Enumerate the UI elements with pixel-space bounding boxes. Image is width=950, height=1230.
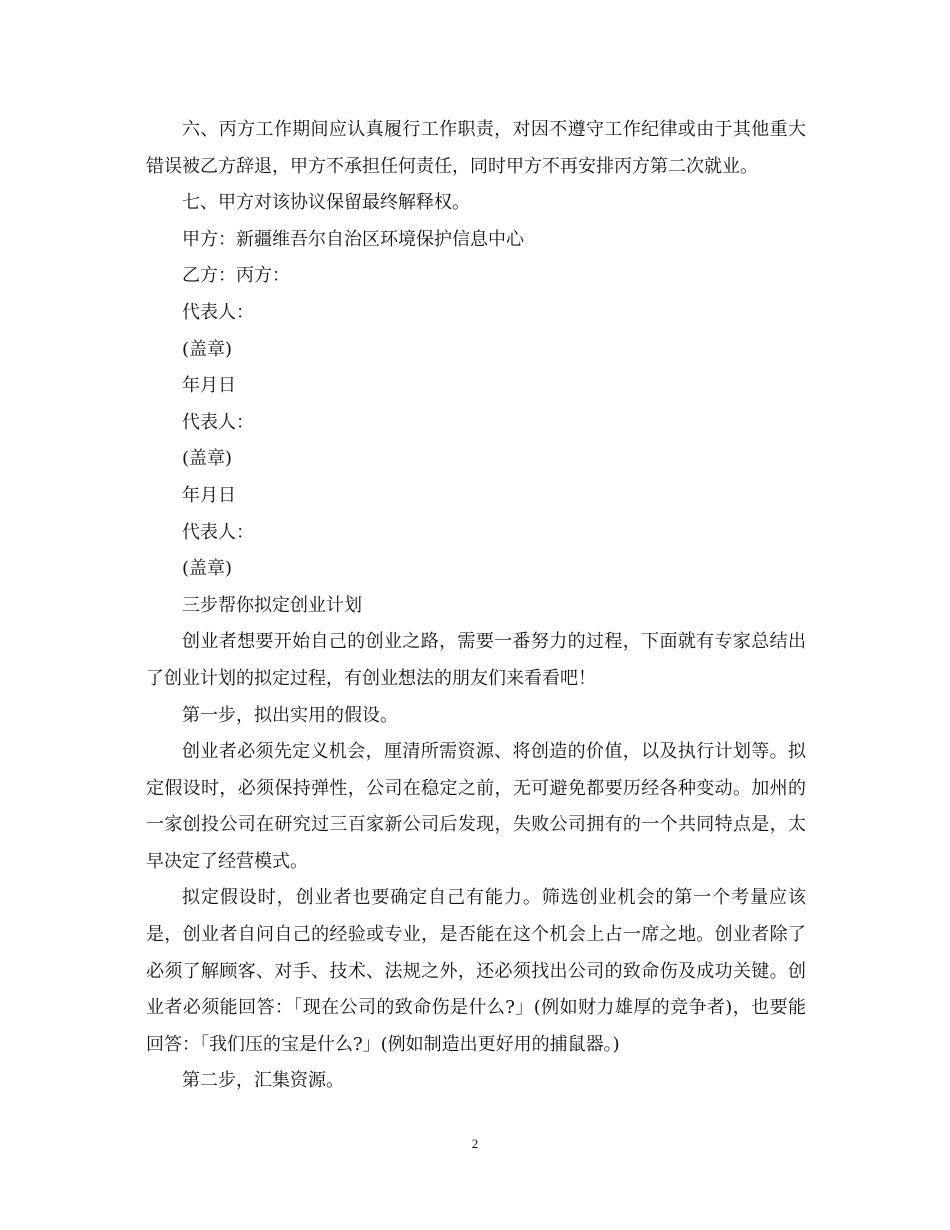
step-two-heading: 第二步，汇集资源。 [182, 1070, 344, 1092]
date-line-2: 年月日 [182, 484, 236, 506]
representative-line-3: 代表人： [182, 521, 254, 543]
paragraph-clause-seven: 七、甲方对该协议保留最终解释权。 [182, 192, 470, 214]
representative-line-2: 代表人： [182, 411, 254, 433]
date-line-1: 年月日 [182, 375, 236, 397]
paragraph-intro: 创业者想要开始自己的创业之路，需要一番努力的过程，下面就有专家总结出了创业计划的拟定过程，有创业想法的朋友们来看看吧！ [146, 631, 806, 689]
party-b-c-line: 乙方：丙方： [182, 265, 290, 287]
representative-line-1: 代表人： [182, 301, 254, 323]
section-title: 三步帮你拟定创业计划 [182, 594, 362, 616]
paragraph-clause-six: 六、丙方工作期间应认真履行工作职责，对因不遵守工作纪律或由于其他重大错误被乙方辞退，甲方不承担任何责任，同时甲方不再安排丙方第二次就业。 [146, 119, 806, 177]
seal-line-3: (盖章) [182, 558, 233, 580]
party-a-line: 甲方：新疆维吾尔自治区环境保护信息中心 [182, 228, 524, 250]
page-number: 2 [471, 1136, 479, 1151]
document-body [146, 112, 806, 1100]
paragraph-step-one-b: 拟定假设时，创业者也要确定自己有能力。筛选创业机会的第一个考量应该是，创业者自问自己的经验或专业，是否能在这个机会上占一席之地。创业者除了必须了解顾客、对手、技术、法规之外，还必须找出公司的致命伤及成功关键。创业者必须能回答：「现在公司的致命伤是什么?」(例如财力雄厚的竞争者)，也要能回答：「我们压的宝是什么?」(例如制造出更好用的捕鼠器。) [146, 887, 806, 1055]
seal-line-1: (盖章) [182, 338, 233, 360]
paragraph-step-one-a: 创业者必须先定义机会，厘清所需资源、将创造的价值，以及执行计划等。拟定假设时，必须保持弹性，公司在稳定之前，无可避免都要历经各种变动。加州的一家创投公司在研究过三百家新公司后发现，失败公司拥有的一个共同特点是，太早决定了经营模式。 [146, 741, 806, 872]
step-one-heading: 第一步，拟出实用的假设。 [182, 704, 398, 726]
seal-line-2: (盖章) [182, 448, 233, 470]
